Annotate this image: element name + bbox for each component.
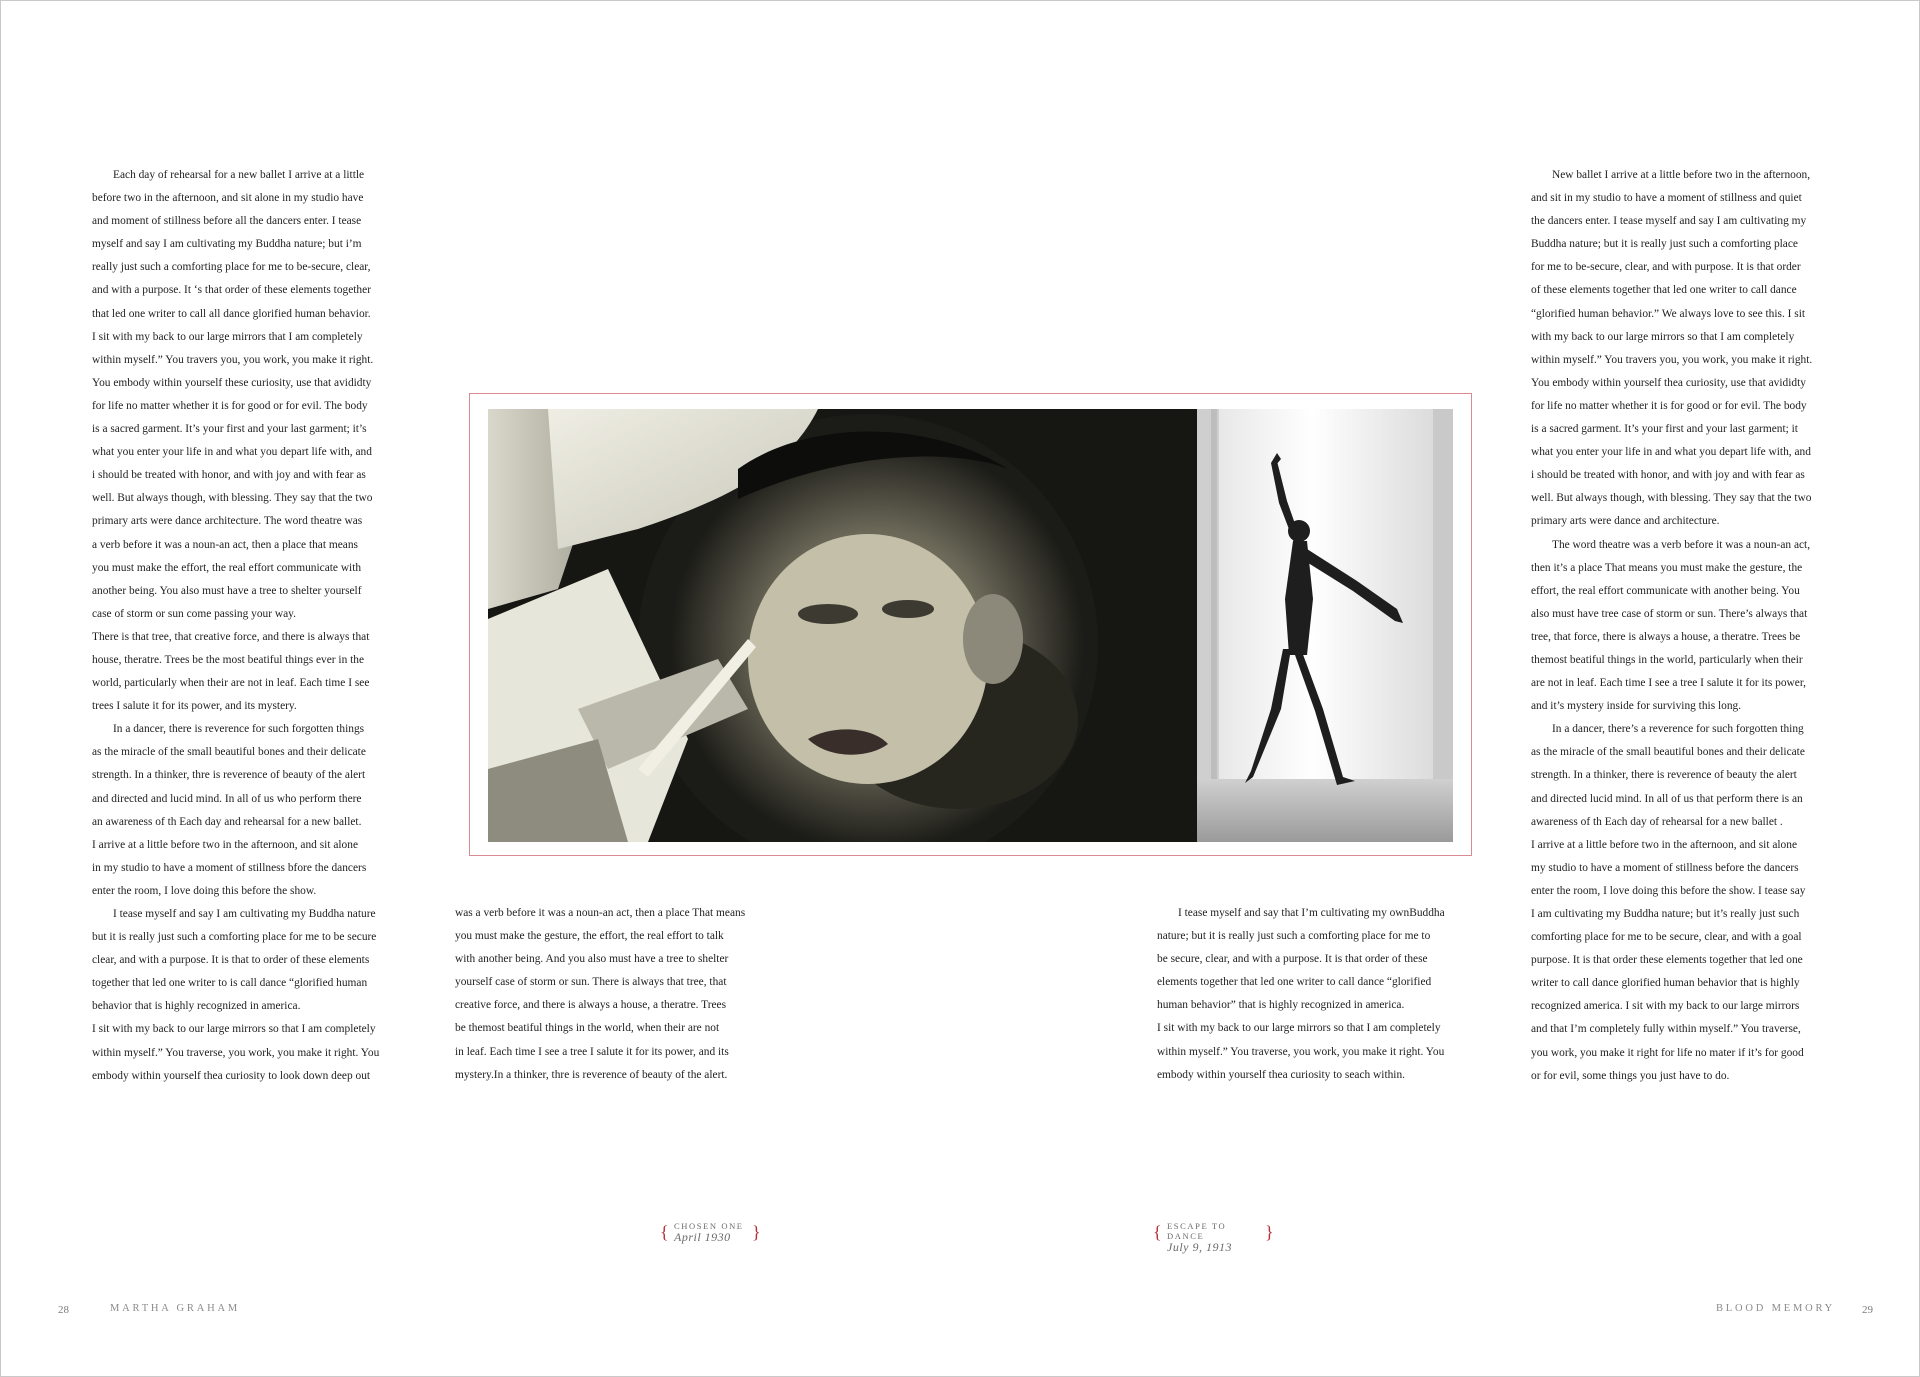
text-line: but it is really just such a comforting place for me to be secure xyxy=(92,931,377,944)
text-line: as the miracle of the small beautiful bones and their delicate xyxy=(1531,746,1805,759)
text-line: creative force, and there is always a house, a theratre. Trees xyxy=(455,999,727,1012)
text-line: primary arts were dance architecture. The word theatre was xyxy=(92,515,363,528)
text-line: writer to call dance glorified human behavior that is highly xyxy=(1531,977,1800,990)
text-line: you must make the gesture, the effort, the real effort to talk xyxy=(455,930,724,943)
text-line: i should be treated with honor, and with joy and with fear as xyxy=(1531,469,1805,482)
text-line: for life no matter whether it is for good or for evil. The body xyxy=(1531,399,1807,412)
text-line: a verb before it was a noun-an act, then a place that means xyxy=(92,538,358,551)
text-line: really just such a comforting place for me to be-secure, clear, xyxy=(92,261,371,274)
caption-title: ESCAPE TO DANCE xyxy=(1167,1221,1227,1241)
caption-title: CHOSEN ONE xyxy=(674,1221,744,1231)
text-line: for life no matter whether it is for good or for evil. The body xyxy=(92,399,368,412)
text-line: I am cultivating my Buddha nature; but it’s really just such xyxy=(1531,908,1800,920)
text-line: themost beatiful things in the world, particularly when their xyxy=(1531,653,1803,666)
caption-date: July 9, 1913 xyxy=(1167,1240,1232,1254)
text-line: primary arts were dance and architecture. xyxy=(1531,515,1720,528)
text-line: with my back to our large mirrors so that I am completely xyxy=(1531,330,1795,343)
text-line: with another being. And you also must have a tree to shelter xyxy=(455,953,729,966)
text-line: be themost beatiful things in the world, when their are not xyxy=(455,1022,720,1035)
text-line: are not in leaf. Each time I see a tree I salute it for its power, xyxy=(1531,677,1807,690)
text-line: strength. In a thinker, thre is reverence of beauty of the alert xyxy=(92,769,366,782)
text-line: you work, you make it right for life no mater if it’s for good xyxy=(1531,1046,1804,1059)
text-line: world, particularly when their are not in leaf. Each time I see xyxy=(92,677,370,690)
text-line: elements together that led one writer to call dance “glorified xyxy=(1157,976,1432,989)
text-line: then it’s a place That means you must make the gesture, the xyxy=(1531,561,1803,574)
text-line: my studio to have a moment of stillness before the dancers xyxy=(1531,861,1799,874)
text-line: There is that tree, that creative force, and there is always that xyxy=(92,630,370,643)
text-line: embody within yourself thea curiosity to look down deep out xyxy=(92,1069,371,1082)
text-line: and moment of stillness before all the dancers enter. I tease xyxy=(92,215,362,228)
text-line: in my studio to have a moment of stillness bfore the dancers xyxy=(92,861,367,874)
text-line: I sit with my back to our large mirrors so that I am completely xyxy=(1157,1022,1441,1035)
text-line: in leaf. Each time I see a tree I salute it for its power, and its xyxy=(455,1045,729,1058)
text-line: also must have tree case of storm or sun. There’s always that xyxy=(1531,607,1808,620)
text-line: New ballet I arrive at a little before two in the afternoon, xyxy=(1552,169,1811,181)
text-line: case of storm or sun come passing your way. xyxy=(92,607,296,620)
text-line: yourself case of storm or sun. There is always that tree, that xyxy=(455,976,727,989)
ornamental-bracket-left-icon: { xyxy=(1153,1222,1162,1242)
dancer-portrait-photo xyxy=(488,409,1197,842)
text-line: In a dancer, there’s a reverence for such forgotten thing xyxy=(1552,723,1804,736)
text-line: effort, the real effort communicate with another being. You xyxy=(1531,584,1800,597)
running-head-left: MARTHA GRAHAM xyxy=(110,1303,240,1314)
text-line: I arrive at a little before two in the afternoon, and sit alone xyxy=(92,838,358,851)
text-line: house, theratre. Trees be the most beatiful things ever in the xyxy=(92,653,365,666)
text-line: as the miracle of the small beautiful bones and their delicate xyxy=(92,746,366,759)
text-line: of these elements together that led one writer to call dance xyxy=(1531,284,1797,297)
text-line: that led one writer to call all dance glorified human behavior. xyxy=(92,307,371,320)
text-line: is a sacred garment. It’s your first and your last garment; it’s xyxy=(92,423,367,436)
text-line: within myself.” You travers you, you work, you make it right. xyxy=(1531,353,1813,366)
text-line: myself and say I am cultivating my Buddha nature; but i’m xyxy=(92,238,362,251)
portrait-illustration xyxy=(488,409,1197,842)
text-line: purpose. It is that order these elements together that led one xyxy=(1531,954,1803,967)
text-line: was a verb before it was a noun-an act, then a place That means xyxy=(455,907,746,919)
ornamental-bracket-right-icon: } xyxy=(752,1222,761,1242)
text-line: recognized america. I sit with my back to our large mirrors xyxy=(1531,1000,1800,1013)
text-line: comforting place for me to be secure, clear, and with a goal xyxy=(1531,931,1802,944)
text-line: what you enter your life in and what you depart life with, and xyxy=(1531,446,1811,459)
text-line: Buddha nature; but it is really just such a comforting place xyxy=(1531,238,1798,251)
text-line: well. But always though, with blessing. They say that the two xyxy=(1531,492,1812,505)
right-page-column-1 xyxy=(1157,902,1445,1087)
text-line: within myself.” You travers you, you work, you make it right. xyxy=(92,353,374,366)
text-line: within myself.” You traverse, you work, you make it right. You xyxy=(1157,1045,1445,1058)
text-line: I arrive at a little before two in the afternoon, and sit alone xyxy=(1531,838,1797,851)
text-line: within myself.” You traverse, you work, you make it right. You xyxy=(92,1046,380,1059)
text-line: and it’s mystery inside for surviving this long. xyxy=(1531,700,1742,713)
page-number-right: 29 xyxy=(1862,1304,1873,1316)
dancer-silhouette-photo xyxy=(1197,409,1453,842)
left-page-column-1 xyxy=(92,164,379,1088)
text-line: “glorified human behavior.” We always love to see this. I sit xyxy=(1531,307,1806,320)
text-line: trees I salute it for its power, and its mystery. xyxy=(92,700,297,713)
text-line: You embody within yourself these curiosity, use that avididty xyxy=(92,376,372,389)
text-line: what you enter your life in and what you depart life with, and xyxy=(92,446,372,459)
left-page-column-2 xyxy=(455,902,745,1087)
text-line: I tease myself and say I am cultivating my Buddha nature xyxy=(113,908,376,920)
text-line: before two in the afternoon, and sit alone in my studio have xyxy=(92,192,364,205)
text-line: nature; but it is really just such a comforting place for me to xyxy=(1157,930,1431,943)
text-line: enter the room, I love doing this before the show. xyxy=(92,884,317,897)
ornamental-bracket-left-icon: { xyxy=(660,1222,669,1242)
silhouette-illustration xyxy=(1197,409,1453,842)
right-page-column-2 xyxy=(1531,164,1812,1088)
text-line: well. But always though, with blessing. They say that the two xyxy=(92,492,373,505)
text-line: The word theatre was a verb before it was a noun-an act, xyxy=(1552,538,1811,551)
text-line: clear, and with a purpose. It is that to order of these elements xyxy=(92,954,370,967)
text-line: strength. In a thinker, there is reverence of beauty the alert xyxy=(1531,769,1797,782)
text-line: I sit with my back to our large mirrors that I am completely xyxy=(92,330,363,343)
text-line: I sit with my back to our large mirrors so that I am completely xyxy=(92,1023,376,1036)
text-line: and directed lucid mind. In all of us that perform there is an xyxy=(1531,792,1803,805)
text-line: and sit in my studio to have a moment of stillness and quiet xyxy=(1531,192,1802,205)
text-line: for me to be-secure, clear, and with purpose. It is that order xyxy=(1531,261,1801,274)
text-line: enter the room, I love doing this before the show. I tease say xyxy=(1531,884,1806,897)
text-line: mystery.In a thinker, thre is reverence of beauty of the alert. xyxy=(455,1068,728,1081)
text-line: together that led one writer to is call dance “glorified human xyxy=(92,977,368,990)
text-line: embody within yourself thea curiosity to seach within. xyxy=(1157,1068,1406,1081)
text-line: behavior that is highly recognized in america. xyxy=(92,1000,301,1013)
text-line: i should be treated with honor, and with joy and with fear as xyxy=(92,469,366,482)
page-number-left: 28 xyxy=(58,1304,69,1316)
caption-date: April 1930 xyxy=(674,1230,731,1244)
text-line: In a dancer, there is reverence for such forgotten things xyxy=(113,723,365,736)
text-line: another being. You also must have a tree to shelter yourself xyxy=(92,584,362,597)
text-line: the dancers enter. I tease myself and say I am cultivating my xyxy=(1531,215,1807,228)
text-line: You embody within yourself thea curiosity, use that avididty xyxy=(1531,376,1806,389)
text-line: and that I’m completely fully within myself.” You traverse, xyxy=(1531,1023,1801,1036)
text-line: or for evil, some things you just have to do. xyxy=(1531,1069,1730,1082)
text-line: awareness of th Each day of rehearsal for a new ballet . xyxy=(1531,815,1783,828)
text-line: tree, that force, there is always a house, a theratre. Trees be xyxy=(1531,630,1801,643)
text-line: you must make the effort, the real effort communicate with xyxy=(92,561,362,574)
text-line: an awareness of th Each day and rehearsal for a new ballet. xyxy=(92,815,362,828)
text-line: I tease myself and say that I’m cultivating my ownBuddha xyxy=(1178,907,1445,919)
text-line: Each day of rehearsal for a new ballet I arrive at a little xyxy=(113,169,365,181)
text-line: is a sacred garment. It’s your first and your last garment; it xyxy=(1531,423,1798,436)
text-line: and directed and lucid mind. In all of us who perform there xyxy=(92,792,362,805)
text-line: human behavior” that is highly recognized in america. xyxy=(1157,999,1405,1012)
text-line: and with a purpose. It ‘s that order of these elements together xyxy=(92,284,371,297)
text-line: be secure, clear, and with a purpose. It is that order of these xyxy=(1157,953,1428,966)
running-head-right: BLOOD MEMORY xyxy=(1716,1303,1836,1314)
ornamental-bracket-right-icon: } xyxy=(1265,1222,1274,1242)
